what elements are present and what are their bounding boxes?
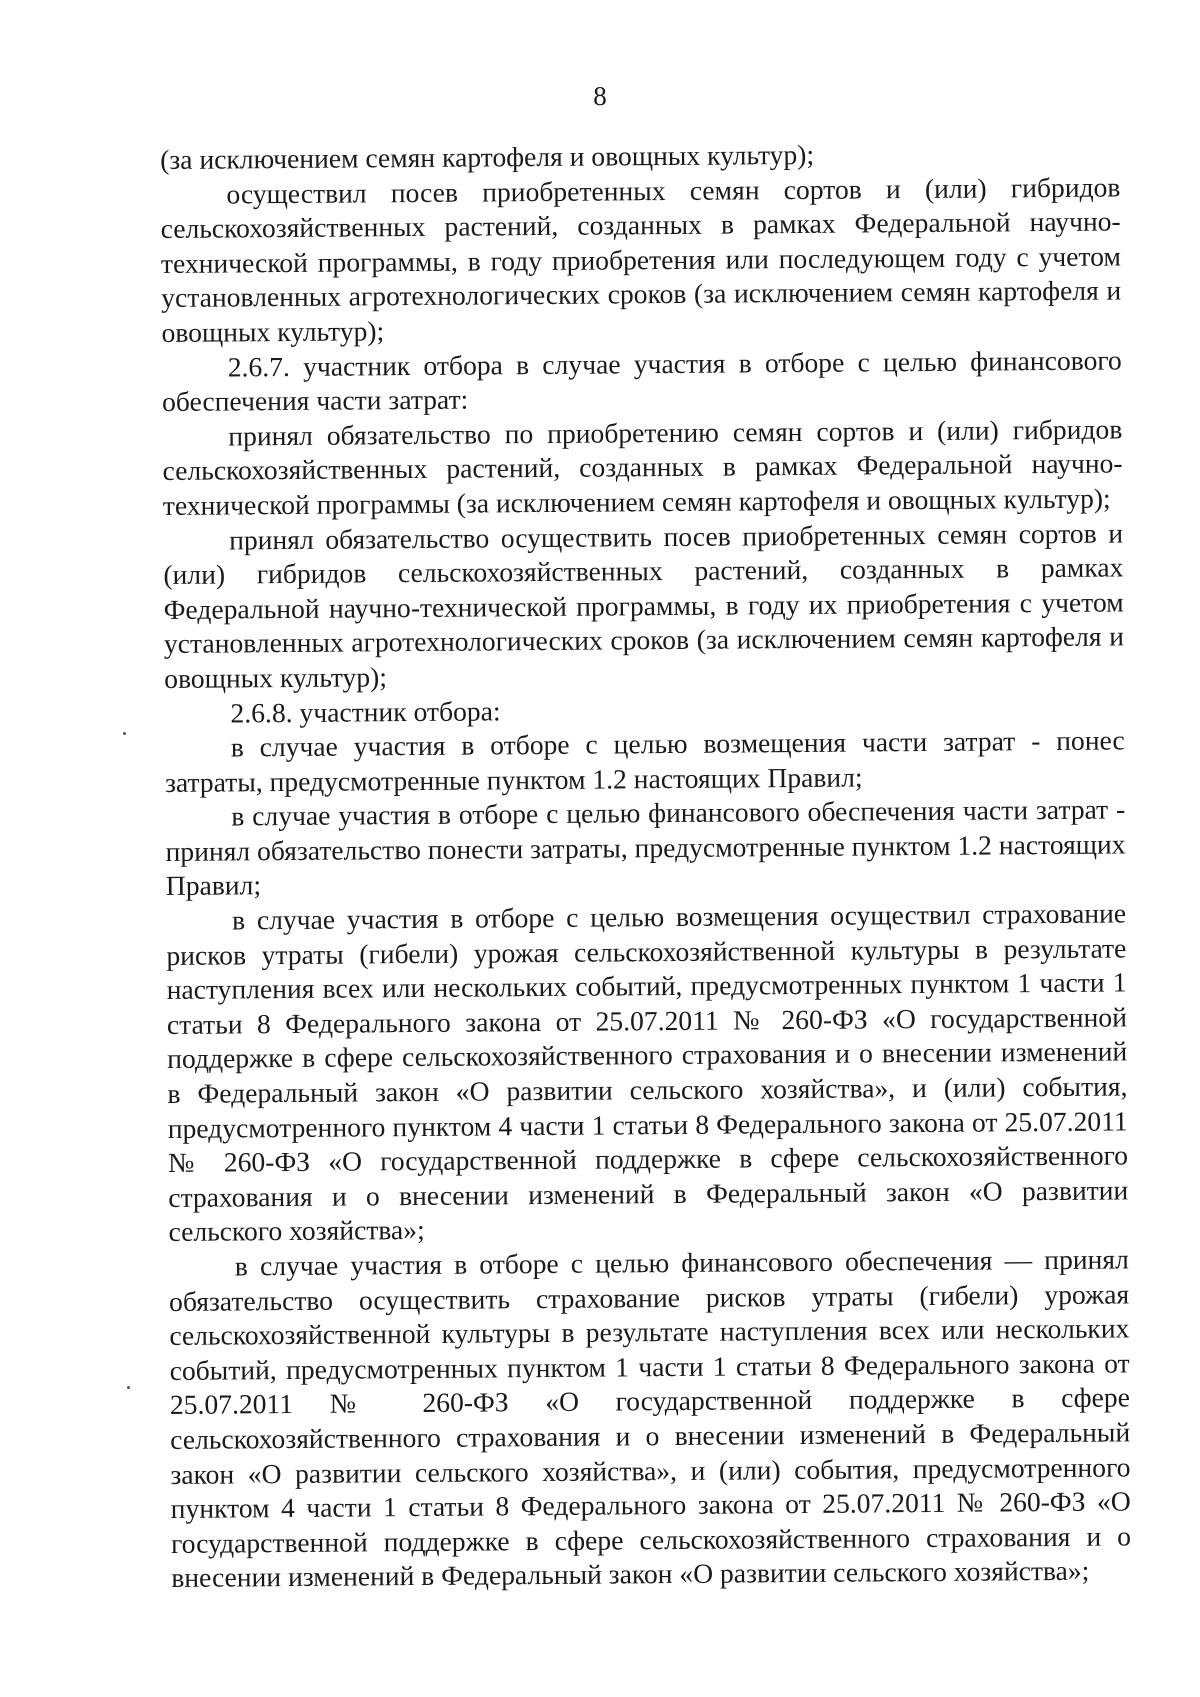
- paragraph-1: (за исключением семян картофеля и овощных культур);: [160, 138, 815, 175]
- paragraph-6: 2.6.8. участник отбора:: [230, 694, 501, 728]
- paragraph-9: в случае участия в отборе с целью возмещения осуществил страхование рисков утраты (гибели) урожая сельскохозяйственной культуры в результате наступления всех или нескольких событий, предусмотренных пунктом 1 части 1 статьи 8 Федерального закона от 25.07.2011 № 260-ФЗ «О государственной поддержке в сфере сельскохозяйственного страхования и о внесении изменений в Федеральный закон «О развитии сельского хозяйства», и (или) события, предусмотренного пунктом 4 части 1 статьи 8 Федерального закона от 25.07.2011 № 260-ФЗ «О государственной поддержке в сфере сельскохозяйственного страхования и о внесении изменений в Федеральный закон «О развитии сельского хозяйства»;: [166, 897, 1129, 1248]
- paragraph-10: в случае участия в отборе с целью финансового обеспечения — принял обязательство осуществить страхование рисков утраты (гибели) урожая сельскохозяйственной культуры в результате наступления всех или нескольких событий, предусмотренных пунктом 1 части 1 статьи 8 Федерального закона от 25.07.2011 № 260-ФЗ «О государственной поддержке в сфере сельскохозяйственного страхования и о внесении изменений в Федеральный закон «О развитии сельского хозяйства», и (или) события, предусмотренного пунктом 4 части 1 статьи 8 Федерального закона от 25.07.2011 № 260-ФЗ «О государственной поддержке в сфере сельскохозяйственного страхования и о внесении изменений в Федеральный закон «О развитии сельского хозяйства»;: [168, 1243, 1132, 1594]
- paragraph-2: осуществил посев приобретенных семян сортов и (или) гибридов сельскохозяйственных растений, созданных в рамках Федеральной научно-технической программы, в году приобретения или последующем году с учетом установленных агротехнологических сроков (за исключением семян картофеля и овощных культур);: [160, 171, 1122, 348]
- paragraph-4: принял обязательство по приобретению семян сортов и (или) гибридов сельскохозяйственных растений, созданных в рамках Федеральной научно-технической программы (за исключением семян картофеля и овощных культур);: [162, 413, 1123, 521]
- page-number: 8: [593, 81, 607, 111]
- paragraph-8: в случае участия в отборе с целью финансового обеспечения части затрат - принял обязательство понести затраты, предусмотренные пунктом 1.2 настоящих Правил;: [165, 793, 1126, 902]
- scan-speck: [127, 1386, 130, 1389]
- paragraph-5: принял обязательство осуществить посев приобретенных семян сортов и (или) гибридов сельскохозяйственных растений, созданных в рамках Федеральной научно-технической программы, в году их приобретения с учетом установленных агротехнологических сроков (за исключением семян картофеля и овощных культур);: [163, 516, 1125, 694]
- paragraph-3: 2.6.7. участник отбора в случае участия в отборе с целью финансового обеспечения части затрат:: [161, 344, 1122, 418]
- document-body: [160, 135, 1131, 1595]
- paragraph-7: в случае участия в отборе с целью возмещения части затрат - понес затраты, предусмотренные пунктом 1.2 настоящих Правил;: [164, 724, 1125, 798]
- scan-speck: [123, 732, 126, 735]
